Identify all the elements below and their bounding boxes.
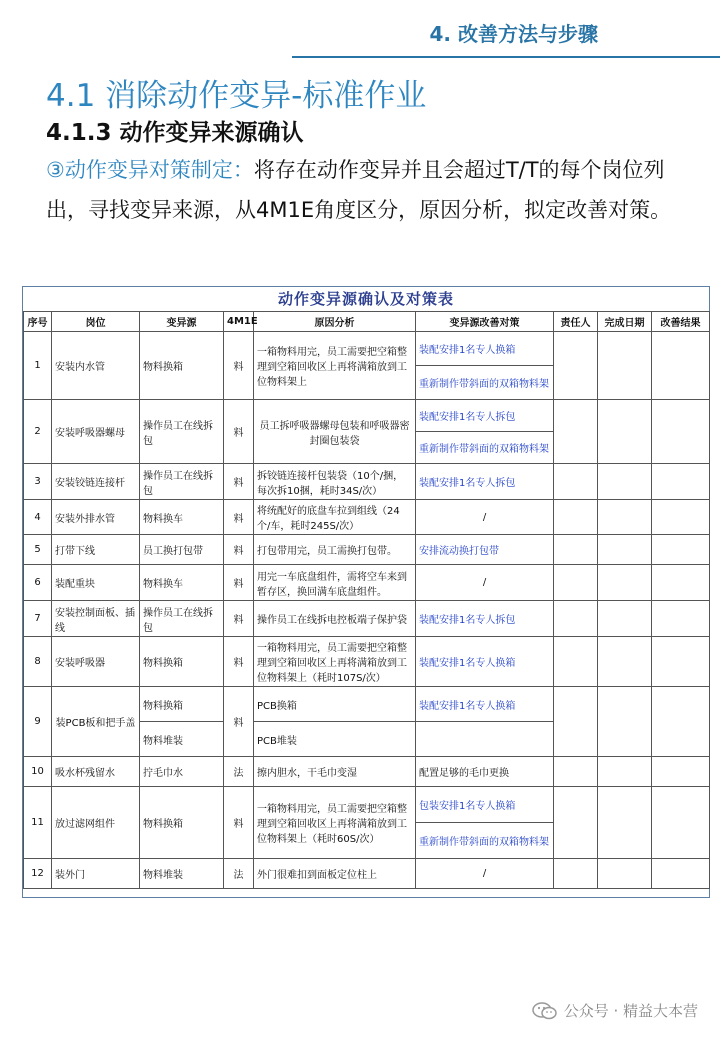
countermeasure-table (23, 311, 710, 889)
cell-4m1e: 料 (224, 565, 254, 601)
cell-owner (554, 535, 598, 565)
cell-cause: 用完一车底盘组件，需将空车来到暂存区，换回满车底盘组件。 (254, 565, 416, 601)
cell-post: 装配重块 (52, 565, 140, 601)
cell-measure: 装配安排1名专人换箱 (416, 637, 554, 687)
cell-owner (554, 637, 598, 687)
cell-date (598, 787, 652, 859)
cell-post: 安装呼吸器螺母 (52, 400, 140, 464)
cell-cause: 操作员工在线拆电控板端子保护袋 (254, 601, 416, 637)
cell-date (598, 757, 652, 787)
cell-measure: 装配安排1名专人拆包 (416, 601, 554, 637)
cell-post: 吸水杯残留水 (52, 757, 140, 787)
col-header: 4M1E (224, 312, 254, 332)
cell-source: 操作员工在线拆包 (140, 601, 224, 637)
cell-date (598, 687, 652, 757)
cell-4m1e: 料 (224, 601, 254, 637)
cell-post: 装外门 (52, 859, 140, 889)
watermark (532, 1000, 698, 1021)
table-row (24, 400, 710, 432)
cell-4m1e: 料 (224, 687, 254, 757)
countermeasure-sheet (22, 286, 710, 898)
cell-source: 员工换打包带 (140, 535, 224, 565)
cell-post: 安装内水管 (52, 332, 140, 400)
wechat-icon (532, 1002, 558, 1020)
cell-no: 11 (24, 787, 52, 859)
table-row (24, 500, 710, 535)
section-title: 4. 改善方法与步骤 (429, 22, 598, 46)
cell-no: 9 (24, 687, 52, 757)
cell-source: 物料换箱 (140, 687, 224, 722)
cell-no: 1 (24, 332, 52, 400)
cell-date (598, 601, 652, 637)
cell-4m1e: 料 (224, 464, 254, 500)
table-row (24, 565, 710, 601)
paragraph-lead: ③动作变异对策制定： (46, 158, 254, 182)
cell-date (598, 332, 652, 400)
cell-date (598, 535, 652, 565)
table-row (24, 464, 710, 500)
cell-result (652, 400, 710, 464)
cell-result (652, 787, 710, 859)
col-header: 责任人 (554, 312, 598, 332)
cell-source: 物料堆装 (140, 859, 224, 889)
cell-measure: 包装安排1名专人换箱 (416, 787, 554, 823)
cell-measure: / (416, 565, 554, 601)
cell-cause: 擦内胆水，干毛巾变湿 (254, 757, 416, 787)
watermark-text: 公众号 · 精益大本营 (563, 1002, 698, 1020)
cell-result (652, 601, 710, 637)
heading-1: 4.1 消除动作变异-标准作业 (46, 78, 427, 114)
cell-measure: 装配安排1名专人换箱 (416, 687, 554, 722)
cell-source: 物料换车 (140, 500, 224, 535)
cell-measure: 重新制作带斜面的双箱物料架 (416, 823, 554, 859)
table-row (24, 687, 710, 722)
cell-no: 7 (24, 601, 52, 637)
cell-post: 放过滤网组件 (52, 787, 140, 859)
cell-4m1e: 法 (224, 859, 254, 889)
col-header: 改善结果 (652, 312, 710, 332)
cell-result (652, 500, 710, 535)
col-header: 变异源改善对策 (416, 312, 554, 332)
cell-post: 装PCB板和把手盖 (52, 687, 140, 757)
cell-date (598, 565, 652, 601)
cell-date (598, 400, 652, 464)
heading-2: 4.1.3 动作变异来源确认 (46, 120, 304, 146)
cell-date (598, 500, 652, 535)
cell-measure: 安排流动换打包带 (416, 535, 554, 565)
cell-measure: 配置足够的毛巾更换 (416, 757, 554, 787)
sheet-title: 动作变异源确认及对策表 (277, 290, 454, 308)
cell-no: 2 (24, 400, 52, 464)
cell-source: 物料换箱 (140, 637, 224, 687)
cell-no: 4 (24, 500, 52, 535)
header-rule (292, 56, 720, 58)
cell-4m1e: 料 (224, 535, 254, 565)
cell-measure: 装配安排1名专人拆包 (416, 400, 554, 432)
cell-cause: 外门很难扣到面板定位柱上 (254, 859, 416, 889)
cell-owner (554, 787, 598, 859)
cell-post: 安装控制面板、插线 (52, 601, 140, 637)
cell-cause: 拆铰链连接杆包装袋（10个/捆，每次拆10捆，耗时34S/次） (254, 464, 416, 500)
cell-no: 12 (24, 859, 52, 889)
cell-post: 安装呼吸器 (52, 637, 140, 687)
cell-owner (554, 500, 598, 535)
cell-no: 3 (24, 464, 52, 500)
cell-cause: 员工拆呼吸器螺母包装和呼吸器密封圈包装袋 (254, 400, 416, 464)
cell-source: 拧毛巾水 (140, 757, 224, 787)
table-row (24, 757, 710, 787)
table-header-row (24, 312, 710, 332)
cell-source: 操作员工在线拆包 (140, 464, 224, 500)
table-row (24, 859, 710, 889)
cell-owner (554, 565, 598, 601)
cell-owner (554, 464, 598, 500)
table-row (24, 535, 710, 565)
cell-4m1e: 料 (224, 500, 254, 535)
cell-date (598, 637, 652, 687)
cell-source: 物料换箱 (140, 332, 224, 400)
cell-4m1e: 法 (224, 757, 254, 787)
cell-cause: 一箱物料用完，员工需要把空箱整理到空箱回收区上再将满箱放到工位物料架上（耗时60S/次） (254, 787, 416, 859)
cell-4m1e: 料 (224, 400, 254, 464)
cell-post: 打带下线 (52, 535, 140, 565)
cell-owner (554, 400, 598, 464)
cell-source: 物料换车 (140, 565, 224, 601)
cell-result (652, 332, 710, 400)
cell-no: 8 (24, 637, 52, 687)
table-row (24, 332, 710, 366)
col-header: 变异源 (140, 312, 224, 332)
cell-4m1e: 料 (224, 637, 254, 687)
cell-result (652, 464, 710, 500)
cell-result (652, 535, 710, 565)
cell-cause: 一箱物料用完，员工需要把空箱整理到空箱回收区上再将满箱放到工位物料架上（耗时107S/次） (254, 637, 416, 687)
cell-post: 安装铰链连接杆 (52, 464, 140, 500)
cell-measure: / (416, 859, 554, 889)
intro-paragraph (46, 150, 676, 230)
cell-source: 操作员工在线拆包 (140, 400, 224, 464)
cell-4m1e: 料 (224, 332, 254, 400)
cell-source: 物料堆装 (140, 722, 224, 757)
cell-post: 安装外排水管 (52, 500, 140, 535)
cell-result (652, 565, 710, 601)
cell-measure: 重新制作带斜面的双箱物料架 (416, 432, 554, 464)
table-row (24, 601, 710, 637)
cell-measure: 装配安排1名专人拆包 (416, 464, 554, 500)
col-header: 岗位 (52, 312, 140, 332)
cell-source: 物料换箱 (140, 787, 224, 859)
cell-owner (554, 332, 598, 400)
cell-owner (554, 601, 598, 637)
cell-measure: 装配安排1名专人换箱 (416, 332, 554, 366)
cell-result (652, 757, 710, 787)
cell-owner (554, 757, 598, 787)
table-row (24, 637, 710, 687)
col-header: 完成日期 (598, 312, 652, 332)
cell-date (598, 464, 652, 500)
cell-no: 10 (24, 757, 52, 787)
section-header (292, 14, 720, 58)
cell-cause: PCB换箱 (254, 687, 416, 722)
cell-cause: 将统配好的底盘车拉到组线（24个/车，耗时245S/次） (254, 500, 416, 535)
cell-result (652, 687, 710, 757)
cell-no: 5 (24, 535, 52, 565)
cell-cause: 一箱物料用完，员工需要把空箱整理到空箱回收区上再将满箱放到工位物料架上 (254, 332, 416, 400)
cell-measure: 重新制作带斜面的双箱物料架 (416, 366, 554, 400)
paragraph-text: 将存在动作变异并且会超过T/T的每个岗位列出，寻找变异来源，从4M1E角度区分，原因分析，拟定改善对策。 (46, 158, 672, 222)
cell-result (652, 637, 710, 687)
cell-result (652, 859, 710, 889)
cell-no: 6 (24, 565, 52, 601)
cell-4m1e: 料 (224, 787, 254, 859)
cell-owner (554, 687, 598, 757)
col-header: 序号 (24, 312, 52, 332)
cell-cause: 打包带用完，员工需换打包带。 (254, 535, 416, 565)
cell-date (598, 859, 652, 889)
cell-measure: / (416, 500, 554, 535)
cell-owner (554, 859, 598, 889)
cell-cause: PCB堆装 (254, 722, 416, 757)
table-row (24, 787, 710, 823)
cell-measure (416, 722, 554, 757)
col-header: 原因分析 (254, 312, 416, 332)
